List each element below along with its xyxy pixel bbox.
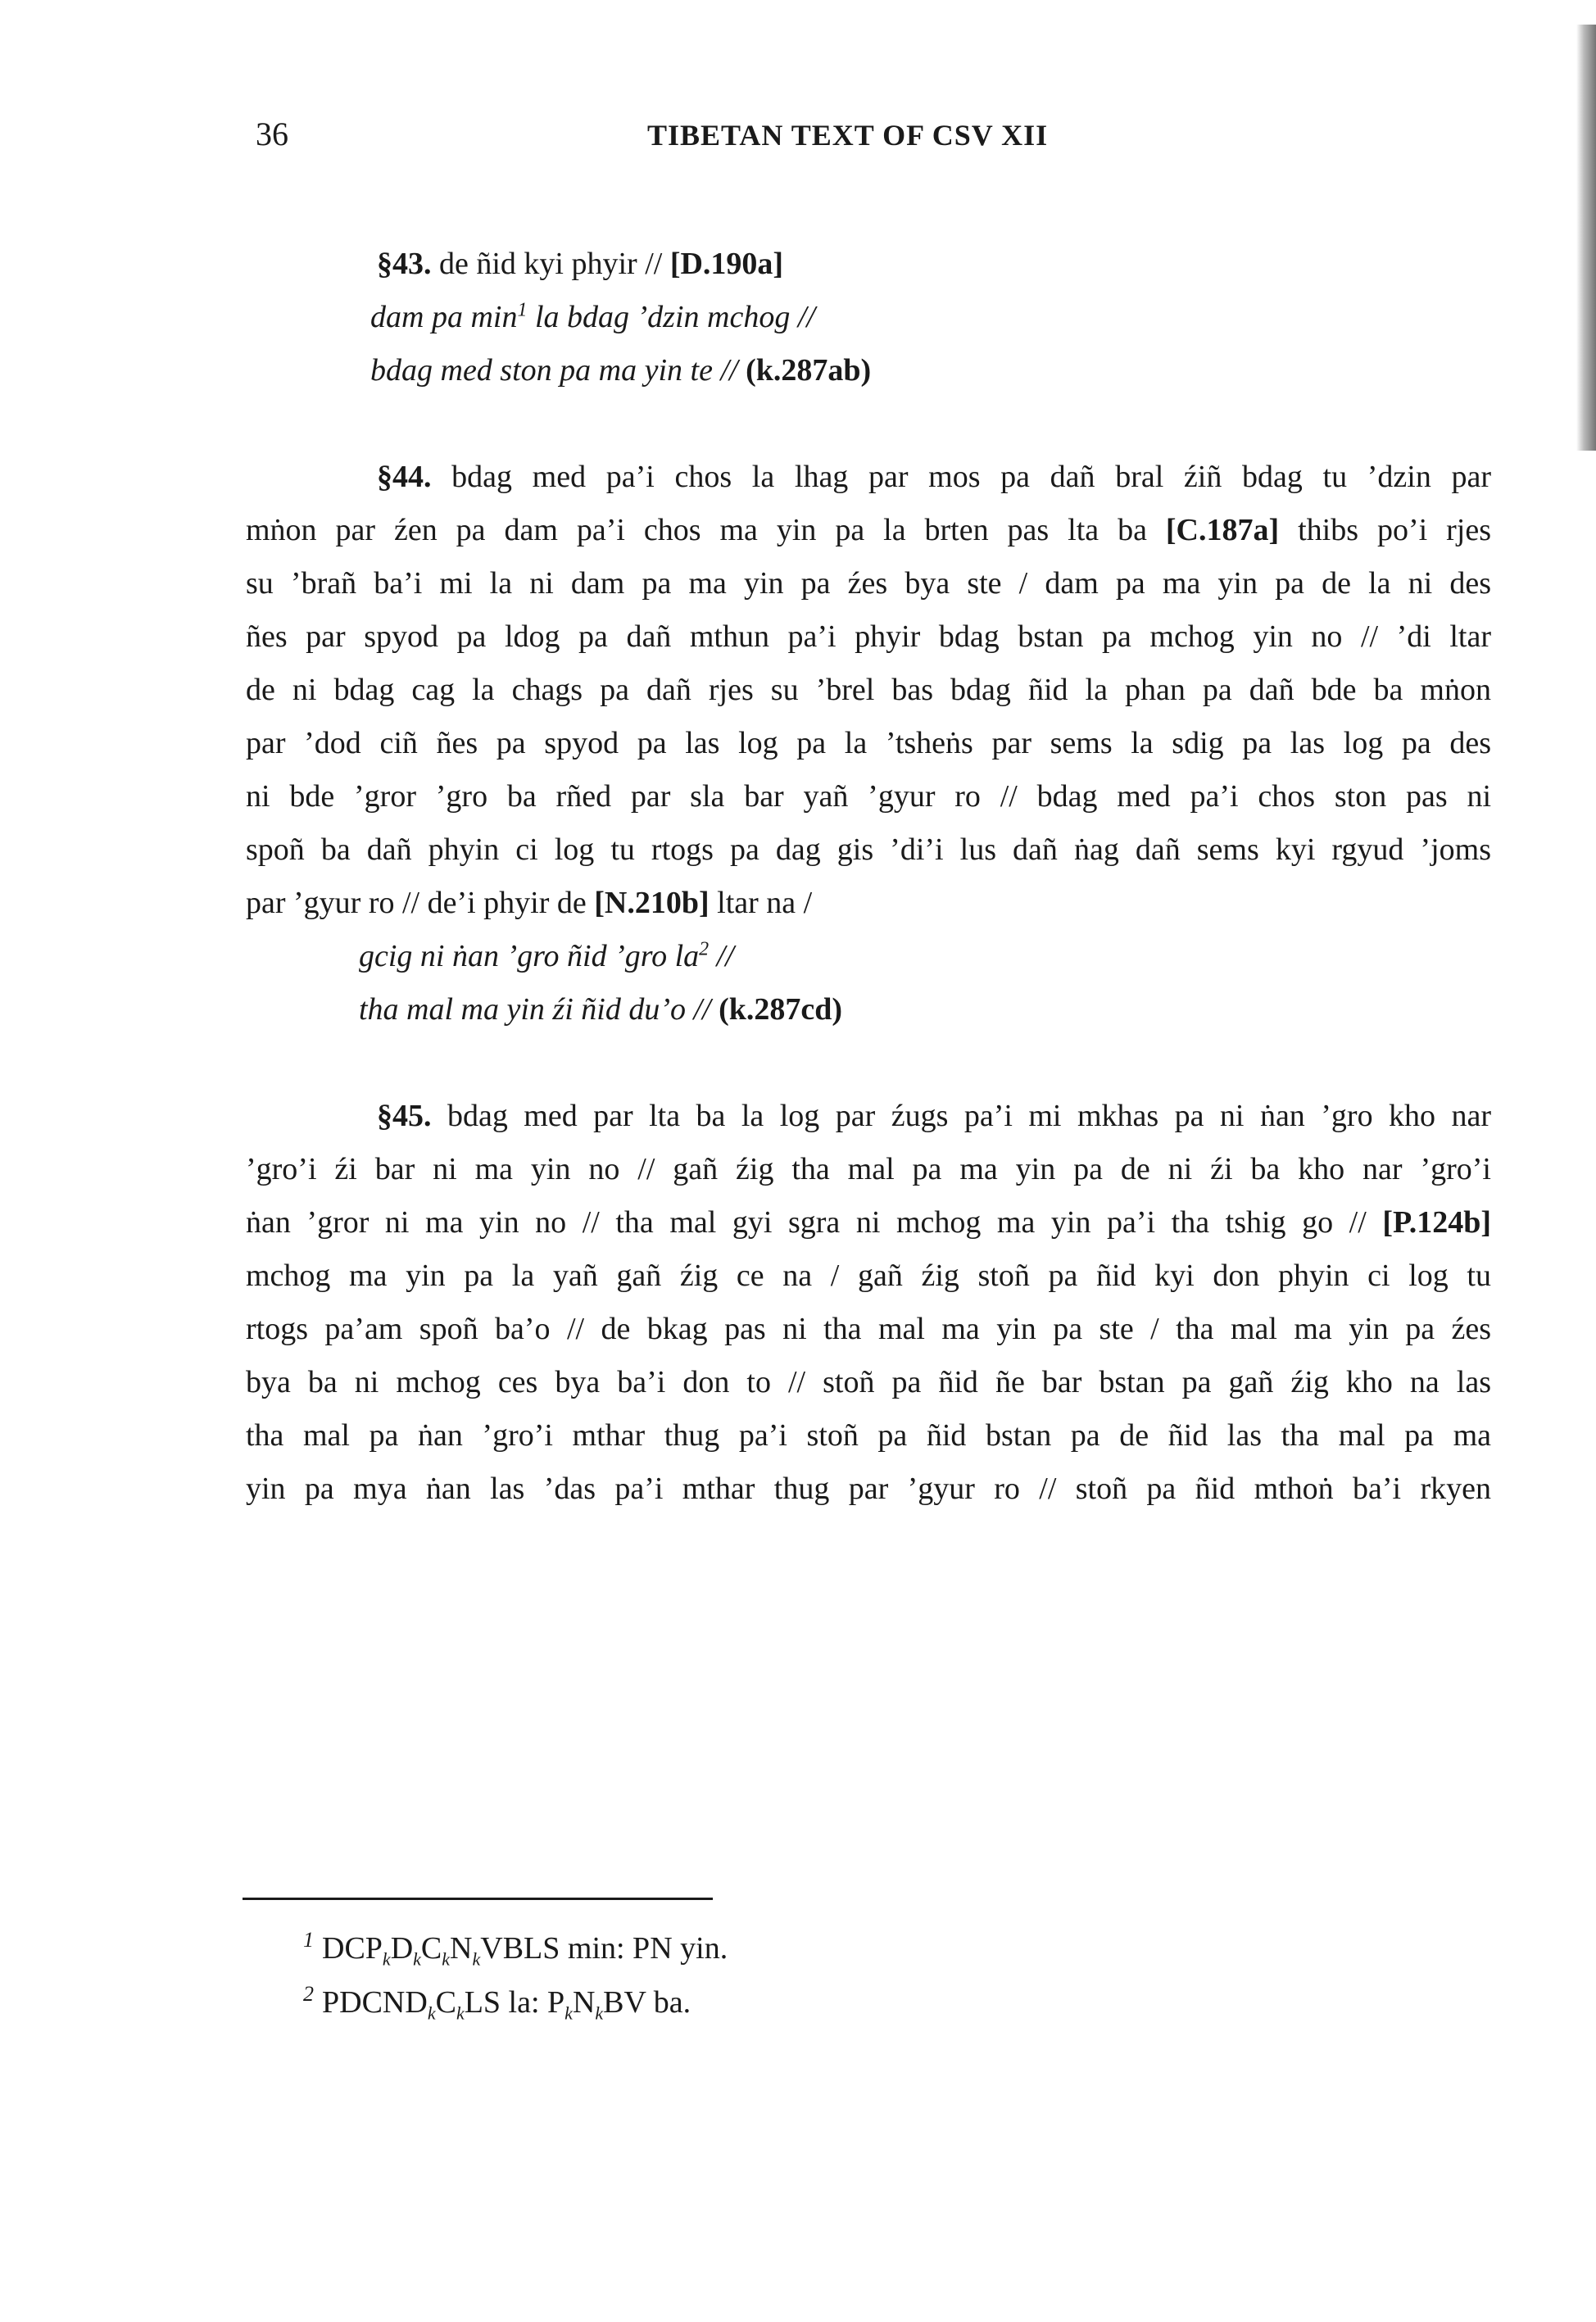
- subscript: k: [456, 2002, 465, 2024]
- footnote-number: 2: [303, 1982, 314, 2007]
- folio-reference: [C.187a]: [1165, 513, 1280, 547]
- paragraph-line: de ni bdag cag la chags pa dañ rjes su ’brel bas bdag ñid la phan pa dañ bde ba mṅon: [246, 673, 1491, 707]
- subscript: k: [382, 1948, 391, 1970]
- footnote-2: [303, 1975, 728, 2029]
- scan-edge-shadow: [1576, 25, 1596, 451]
- paragraph-text: ltar na /: [709, 886, 813, 920]
- footnote-text: C: [420, 1931, 442, 1966]
- paragraph-line: [246, 1090, 1491, 1143]
- folio-reference: [D.190a]: [669, 247, 784, 281]
- page-number: 36: [256, 116, 288, 152]
- footnote-text: N: [450, 1931, 473, 1966]
- footnote-text: DCP: [322, 1931, 383, 1966]
- verse-reference: (k.287cd): [719, 992, 843, 1027]
- section-43-line: [246, 238, 1491, 291]
- section-number: §45.: [377, 1099, 432, 1133]
- subscript: k: [472, 1948, 481, 1970]
- paragraph-line: [246, 877, 1491, 930]
- paragraph-line: bya ba ni mchog ces bya ba’i don to // stoñ pa ñid ñe bar bstan pa gañ źig kho na las: [246, 1365, 1491, 1399]
- paragraph-text: bdag med par lta ba la log par źugs pa’i mi mkhas pa ni ṅan ’gro kho nar: [431, 1099, 1491, 1133]
- section-43: [246, 238, 1491, 397]
- footnote-text: C: [435, 1985, 456, 2020]
- footnote-text: BV ba.: [603, 1985, 691, 2020]
- section-44: [246, 451, 1491, 1036]
- folio-reference: [P.124b]: [1382, 1205, 1491, 1240]
- subscript: k: [413, 1948, 421, 1970]
- footnote-text: N: [572, 1985, 596, 2020]
- footnote-1: [303, 1921, 728, 1975]
- footnote-rule: [243, 1898, 713, 1900]
- section-number: §44.: [377, 460, 432, 494]
- paragraph-text: de ñid kyi phyir //: [431, 247, 670, 281]
- footnote-marker: 2: [699, 938, 710, 960]
- verse-reference: (k.287ab): [746, 353, 872, 388]
- footnote-text: LS la: P: [464, 1985, 565, 2020]
- paragraph-text: par ’gyur ro // de’i phyir de: [246, 886, 595, 920]
- verse-text: gcig ni ṅan ’gro ñid ’gro la: [359, 939, 700, 973]
- paragraph-line: su ’brañ ba’i mi la ni dam pa ma yin pa źes bya ste / dam pa ma yin pa de la ni des: [246, 566, 1491, 601]
- footnote-number: 1: [303, 1928, 314, 1952]
- paragraph-line: ñes par spyod pa ldog pa dañ mthun pa’i phyir bdag bstan pa mchog yin no // ’di ltar: [246, 619, 1491, 654]
- paragraph-text: thibs po’i rjes: [1279, 513, 1491, 547]
- subscript: k: [564, 2002, 573, 2024]
- paragraph-line: mchog ma yin pa la yañ gañ źig ce na / gañ źig stoñ pa ñid kyi don phyin ci log tu: [246, 1259, 1491, 1293]
- paragraph-line: [246, 1196, 1491, 1249]
- paragraph-line: yin pa mya ṅan las ’das pa’i mthar thug par ’gyur ro // stoñ pa ñid mthoṅ ba’i rkyen: [246, 1472, 1491, 1506]
- paragraph-line: ’gro’i źi bar ni ma yin no // gañ źig tha mal pa ma yin pa de ni źi ba kho nar ’gro’i: [246, 1152, 1491, 1186]
- paragraph-text: ṅan ’gror ni ma yin no // tha mal gyi sgra ni mchog ma yin pa’i tha tshig go //: [246, 1205, 1383, 1240]
- verse-line: [246, 291, 1491, 344]
- paragraph-line: [246, 504, 1491, 557]
- paragraph-line: par ’dod ciñ ñes pa spyod pa las log pa la ’tsheṅs par sems la sdig pa las log pa des: [246, 726, 1491, 760]
- footnotes: [303, 1921, 728, 2029]
- subscript: k: [427, 2002, 436, 2024]
- paragraph-line: tha mal pa ṅan ’gro’i mthar thug pa’i stoñ pa ñid bstan pa de ñid las tha mal pa ma: [246, 1418, 1491, 1453]
- folio-reference: [N.210b]: [594, 886, 710, 920]
- running-head: TIBETAN TEXT OF CSV XII: [647, 119, 1049, 152]
- footnote-text: D: [390, 1931, 414, 1966]
- paragraph-text: bdag med pa’i chos la lhag par mos pa dañ bral źiñ bdag tu ’dzin par: [431, 460, 1491, 494]
- verse-text: la bdag ’dzin mchog //: [527, 300, 815, 334]
- paragraph-text: mṅon par źen pa dam pa’i chos ma yin pa la brten pas lta ba: [246, 513, 1166, 547]
- verse-line: [246, 930, 1491, 983]
- paragraph-line: [246, 451, 1491, 504]
- subscript: k: [442, 1948, 451, 1970]
- verse-text: tha mal ma yin źi ñid du’o //: [359, 992, 719, 1027]
- verse-text: dam pa min: [370, 300, 518, 334]
- footnote-text: PDCND: [322, 1985, 428, 2020]
- footnote-text: VBLS min: PN yin.: [480, 1931, 728, 1966]
- footnote-marker: 1: [517, 299, 528, 321]
- verse-text: //: [709, 939, 734, 973]
- verse-text: bdag med ston pa ma yin te //: [370, 353, 746, 388]
- section-45: [246, 1090, 1491, 1516]
- section-number: §43.: [377, 247, 432, 281]
- subscript: k: [595, 2002, 604, 2024]
- verse-line: [246, 344, 1491, 397]
- paragraph-line: ni bde ’gror ’gro ba rñed par sla bar yañ ’gyur ro // bdag med pa’i chos ston pas ni: [246, 779, 1491, 814]
- paragraph-line: spoñ ba dañ phyin ci log tu rtogs pa dag gis ’di’i lus dañ ṅag dañ sems kyi rgyud ’joms: [246, 832, 1491, 867]
- verse-line: [246, 983, 1491, 1036]
- paragraph-line: rtogs pa’am spoñ ba’o // de bkag pas ni tha mal ma yin pa ste / tha mal ma yin pa źes: [246, 1312, 1491, 1346]
